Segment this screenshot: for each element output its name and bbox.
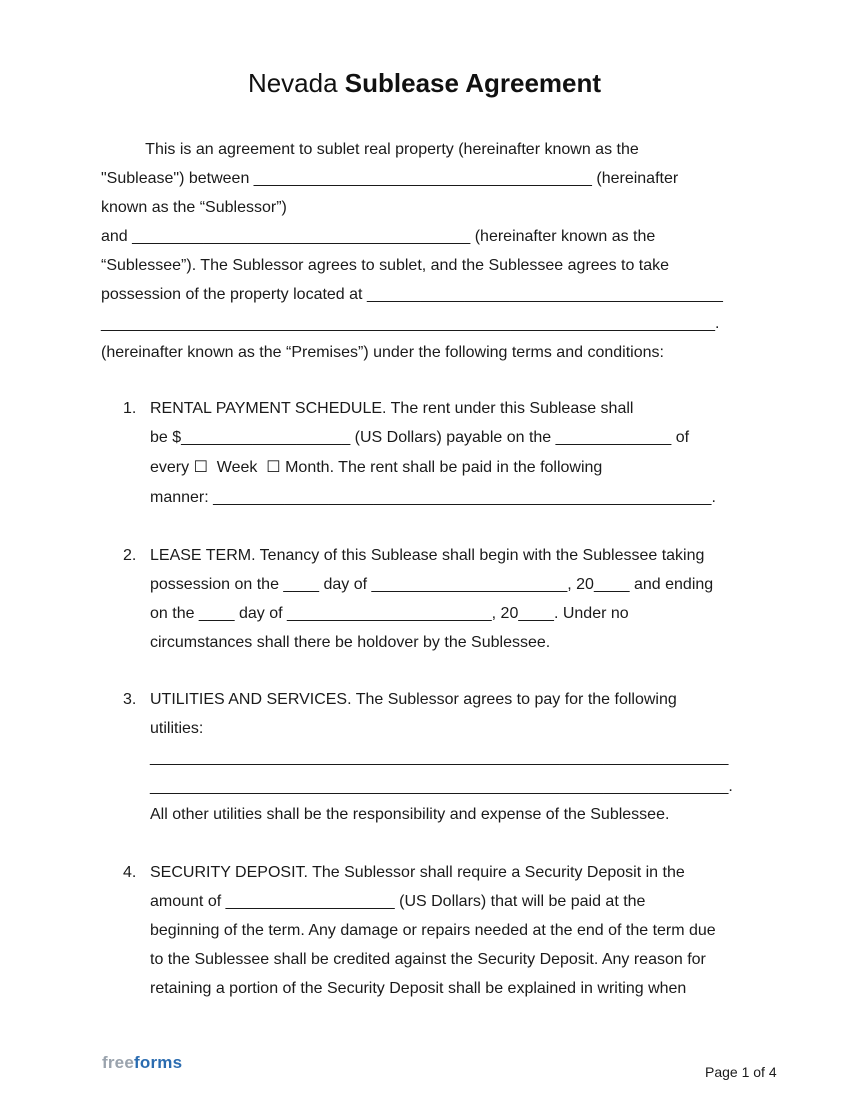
section-number: 1.: [123, 400, 137, 417]
title-main: Sublease Agreement: [344, 68, 602, 98]
section-line: utilities:: [150, 720, 204, 737]
page-number: Page 1 of 4: [705, 1064, 777, 1080]
intro-line: possession of the property located at ________________________________________: [101, 286, 723, 303]
section-line: All other utilities shall be the responsibility and expense of the Sublessee.: [150, 806, 670, 823]
section-number: 3.: [123, 691, 137, 708]
section-line: circumstances shall there be holdover by the Sublessee.: [150, 634, 551, 651]
section-line: retaining a portion of the Security Deposit shall be explained in writing when: [150, 980, 687, 997]
intro-line: This is an agreement to sublet real property (hereinafter known as the: [101, 141, 639, 158]
section-line: beginning of the term. Any damage or repairs needed at the end of the term due: [150, 922, 716, 939]
intro-line: _____________________________________________________________________.: [101, 315, 720, 332]
section-line: on the ____ day of _______________________, 20____. Under no: [150, 605, 629, 622]
section-line: amount of ___________________ (US Dollars) that will be paid at the: [150, 893, 646, 910]
section-line: UTILITIES AND SERVICES. The Sublessor agrees to pay for the following: [150, 691, 677, 708]
section-line: _________________________________________________________________.: [150, 778, 733, 795]
page-title: [0, 66, 849, 100]
section-line: RENTAL PAYMENT SCHEDULE. The rent under this Sublease shall: [150, 400, 634, 417]
intro-line: "Sublease") between ______________________________________ (hereinafter: [101, 170, 679, 187]
section-line: to the Sublessee shall be credited against the Security Deposit. Any reason for: [150, 951, 706, 968]
intro-line: and ______________________________________ (hereinafter known as the: [101, 228, 656, 245]
section-line: every ☐ Week ☐ Month. The rent shall be paid in the following: [150, 459, 603, 476]
intro-line: known as the “Sublessor”): [101, 199, 287, 216]
section-line: _________________________________________________________________: [150, 749, 729, 766]
section-line: possession on the ____ day of ______________________, 20____ and ending: [150, 576, 714, 593]
section-line: LEASE TERM. Tenancy of this Sublease shall begin with the Sublessee taking: [150, 547, 705, 564]
section-line: be $___________________ (US Dollars) payable on the _____________ of: [150, 429, 690, 446]
section-number: 2.: [123, 547, 137, 564]
freeforms-logo: freeforms: [102, 1053, 183, 1072]
title-state: Nevada: [247, 68, 338, 98]
intro-line: “Sublessee”). The Sublessor agrees to sublet, and the Sublessee agrees to take: [101, 257, 670, 274]
section-line: SECURITY DEPOSIT. The Sublessor shall require a Security Deposit in the: [150, 864, 685, 881]
intro-line: (hereinafter known as the “Premises”) under the following terms and conditions:: [101, 344, 664, 361]
section-line: manner: ________________________________________________________.: [150, 489, 716, 506]
section-number: 4.: [123, 864, 137, 881]
